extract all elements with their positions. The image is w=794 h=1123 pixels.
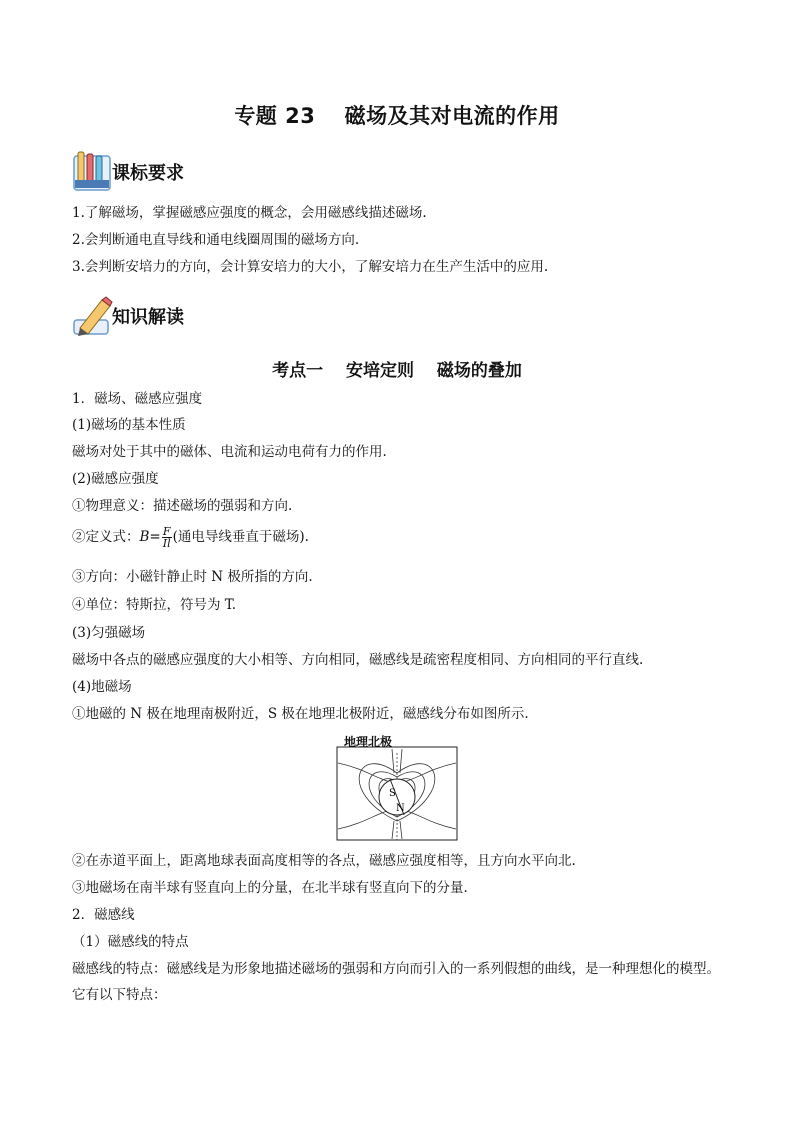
subheading: (2)磁感应强度 xyxy=(72,471,159,487)
paragraph: ③地磁场在南半球有竖直向上的分量，在北半球有竖直向下的分量. xyxy=(72,880,468,896)
subheading: （1）磁感线的特点 xyxy=(72,934,189,950)
subheading: (3)匀强磁场 xyxy=(72,625,146,641)
fraction-denominator: Il xyxy=(162,537,171,550)
knowledge-banner xyxy=(72,294,232,340)
paragraph: ①地磁的 N 极在地理南极附近，S 极在地理北极附近，磁感线分布如图所示. xyxy=(72,706,529,722)
section-title: 考点一 安培定则 磁场的叠加 xyxy=(272,361,522,381)
requirement-item: 3.会判断安培力的方向，会计算安培力的大小，了解安培力在生产生活中的应用. xyxy=(72,259,549,275)
requirements-banner xyxy=(72,150,232,196)
figure-caption: 地理北极 xyxy=(344,735,393,749)
fraction-numerator: F xyxy=(162,525,171,538)
paragraph: ④单位：特斯拉，符号为 T. xyxy=(72,597,237,613)
requirement-item: 2.会判断通电直导线和通电线圈周围的磁场方向. xyxy=(72,232,360,248)
pole-s-label: S xyxy=(389,788,396,799)
paragraph: 磁场对处于其中的磁体、电流和运动电荷有力的作用. xyxy=(72,444,387,460)
requirements-banner-label: 课标要求 xyxy=(112,163,184,184)
paragraph: ②在赤道平面上，距离地球表面高度相等的各点，磁感应强度相等，且方向水平向北. xyxy=(72,853,576,869)
paragraph: 磁场中各点的磁感应强度的大小相等、方向相同，磁感线是疏密程度相同、方向相同的平行直线. xyxy=(72,652,644,668)
formula-suffix: (通电导线垂直于磁场). xyxy=(172,529,309,545)
paragraph: ③方向：小磁针静止时 N 极所指的方向. xyxy=(72,569,313,585)
fraction xyxy=(162,526,172,549)
knowledge-banner-label: 知识解读 xyxy=(112,307,184,328)
pencil-icon xyxy=(72,294,116,338)
heading-magnetic-field: 1．磁场、磁感应强度 xyxy=(72,391,203,407)
subheading: (1)磁场的基本性质 xyxy=(72,417,186,433)
heading-field-lines: 2．磁感线 xyxy=(72,907,135,923)
test-tubes-icon xyxy=(72,150,116,194)
subheading: (4)地磁场 xyxy=(72,679,132,695)
pole-n-label: N xyxy=(396,803,405,814)
paragraph: 磁感线的特点：磁感线是为形象地描述磁场的强弱和方向而引入的一系列假想的曲线，是一种理想化的模型。它有以下特点： xyxy=(72,961,720,1003)
definition-formula xyxy=(72,526,309,549)
page-title: 专题 23 磁场及其对电流的作用 xyxy=(234,104,560,128)
formula-lhs: B= xyxy=(139,529,161,545)
paragraph: ①物理意义：描述磁场的强弱和方向. xyxy=(72,498,293,514)
formula-prefix: ②定义式： xyxy=(72,529,140,545)
requirement-item: 1.了解磁场，掌握磁感应强度的概念，会用磁感线描述磁场. xyxy=(72,205,427,221)
